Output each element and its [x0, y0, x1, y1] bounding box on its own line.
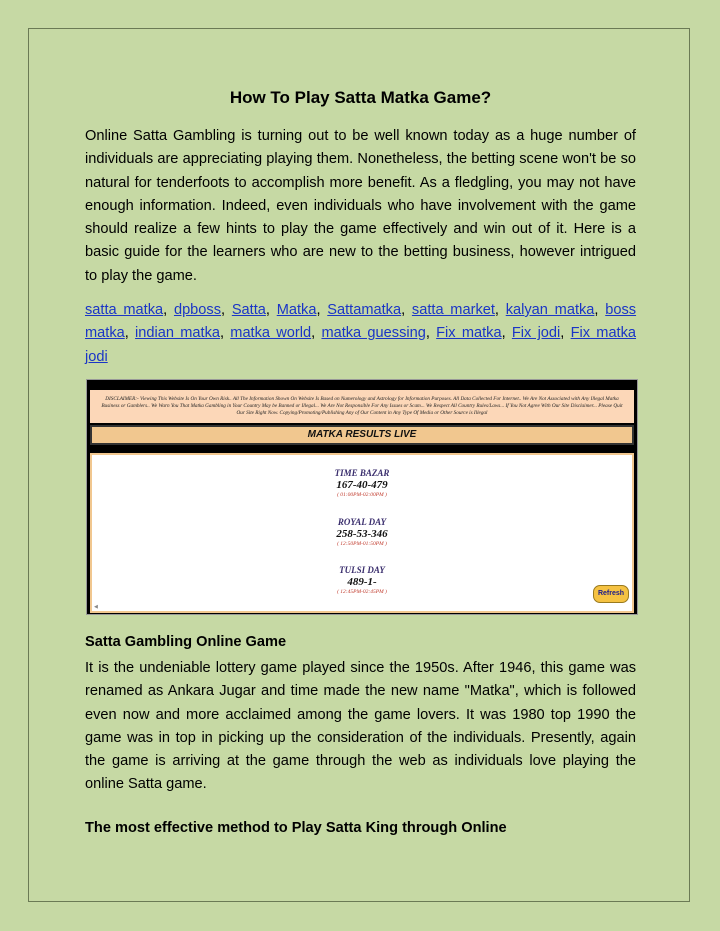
market-name: TIME BAZAR [334, 468, 390, 478]
link-fix-matka[interactable]: Fix matka [436, 325, 502, 342]
link-separator: , [124, 325, 136, 342]
market-name: ROYAL DAY [337, 517, 387, 527]
intro-paragraph: Online Satta Gambling is turning out to be well known today as a huge number of individuals are appreciating playing them. Nonetheless, the betting scene won't be so natural for tenderfoots to accomplish more benefit. As a fledgling, you may not have enough information. Indeed, even individuals who have involvement with the game should realize a few hints to play the game effectively and win out of it. Here is a basic guide for the learners who are new to the betting business, however intrigued to play the game. [85, 128, 636, 284]
keyword-links [85, 299, 636, 369]
link-boss-matka[interactable]: boss matka [85, 302, 637, 342]
refresh-button[interactable]: Refresh [593, 585, 629, 603]
link-matka[interactable]: Matka [276, 302, 317, 318]
market-time: ( 12:45PM-02:45PM ) [337, 589, 387, 595]
link-separator: , [425, 325, 437, 342]
market-time: ( 01:00PM-02:00PM ) [337, 492, 387, 498]
link-separator: , [501, 325, 512, 342]
link-matka-world[interactable]: matka world [230, 325, 312, 342]
market-result [292, 467, 432, 500]
link-separator: , [594, 302, 606, 318]
link-dpboss[interactable]: dpboss [173, 302, 222, 318]
link-matka-guessing[interactable]: matka guessing [321, 325, 426, 342]
link-fix-matka-jodi[interactable]: Fix matka jodi [85, 325, 637, 365]
section-heading-gambling-online: Satta Gambling Online Game [85, 634, 287, 650]
link-fix-jodi[interactable]: Fix jodi [511, 325, 561, 342]
market-number: 489-1- [347, 576, 377, 588]
disclaimer-banner: DISCLAIMER:- Viewing This Website Is On Your Own Risk.. All The Information Shown On Website Is Based on Numerology and Astrology for Information Purposes. All Data Collected For Internet.. We Are Not Associated with Any Illegal Matka Business or Gamblers.. We Warn You That Matka Gambling in Your Country May be Banned or Illegal... We Are Not Responsible For Any Issues or Scam... We Respect All Country Rules/Laws... If You Not Agree With Our Site Disclaimer... Please Quit Our Site Right Now. Copying/Promoting/Publishing Any of Our Content in Any Type Of Media or Other Source is Illegal [90, 388, 634, 423]
link-separator: , [163, 302, 174, 318]
section-heading-play-online: The most effective method to Play Satta King through Online [85, 820, 507, 836]
link-separator: , [316, 302, 328, 318]
link-separator: , [311, 325, 322, 342]
page-title: How To Play Satta Matka Game? [229, 88, 492, 107]
link-kalyan-matka[interactable]: kalyan matka [505, 302, 595, 318]
link-satta[interactable]: Satta [231, 302, 266, 318]
link-separator: , [494, 302, 506, 318]
market-result [292, 564, 432, 597]
market-number: 167-40-479 [336, 479, 388, 491]
market-name: TULSI DAY [339, 565, 385, 575]
link-separator: , [265, 302, 277, 318]
matka-results-screenshot [86, 379, 638, 615]
section-paragraph-history: It is the undeniable lottery game played since the 1950s. After 1946, this game was renamed as Ankara Jugar and time made the new name "Matka", which is followed even now and more acclaimed among the game lovers. It was 1980 top 1990 the game was in top in picking up the consideration of the individuals. Presently, again the game is arriving at the game through the web as individuals love playing the online Satta game. [85, 660, 636, 793]
market-result [292, 516, 432, 549]
link-sattamatka[interactable]: Sattamatka [327, 302, 402, 318]
link-separator: , [221, 302, 232, 318]
link-indian-matka[interactable]: indian matka [135, 325, 220, 342]
link-separator: , [401, 302, 412, 318]
results-title-bar: MATKA RESULTS LIVE [90, 425, 634, 445]
market-number: 258-53-346 [336, 528, 388, 540]
link-separator: , [219, 325, 231, 342]
market-time: ( 12:50PM-01:50PM ) [337, 541, 387, 547]
link-satta-market[interactable]: satta market [411, 302, 495, 318]
link-separator: , [560, 325, 571, 342]
link-satta-matka[interactable]: satta matka [85, 302, 164, 318]
results-panel [90, 453, 634, 613]
scroll-left-icon: ◀ [94, 604, 98, 610]
